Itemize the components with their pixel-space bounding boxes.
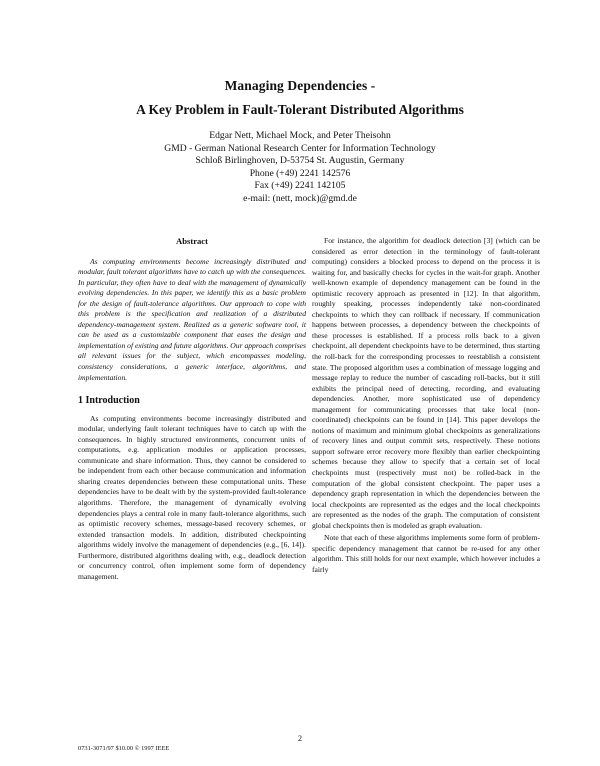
right-paragraph-1: For instance, the algorithm for deadlock detection [3] (which can be considered as error detection in the terminology of fault-tolerant computing) considers a blocked process to depend on the process it is waiting for, and basically checks for cycles in the wait-for graph. Another well-known example of dependency management can be found in the optimistic recovery approach as presented in [12]. In that algorithm, roughly speaking, processes independently take non-coordinated checkpoints to which they can rollback if necessary. If communication happens between processes, a dependency between the checkpoints of these processes is established. If a process rolls back to a given checkpoint, all dependent checkpoints have to be determined, thus starting the roll-back for the corresponding processes to reestablish a consistent state. The proposed algorithm uses a combination of message logging and message replay to reduce the number of cascading roll-backs, but it still exhibits the principal need of detecting, recording, and evaluating dependencies. Another, more sophisticated use of dependency management for communicating processes that take local (non-coordinated) checkpoints can be found in [14]. This paper develops the notions of maximum and minimum global checkpoints as generalizations of recovery lines and output commit sets, respectively. These notions support software error recovery more flexibly than earlier checkpointing schemes because they allow to specify that a certain set of local checkpoints must (respectively must not) be rolled-back in the computation of the global consistent checkpoint. The paper uses a dependency graph representation in which the dependencies between the local checkpoints are represented as the edges and the local checkpoints are represented as the nodes of the graph. The computation of consistent global checkpoints then is modeled as graph evaluation.: [312, 236, 540, 530]
abstract-heading: Abstract: [176, 236, 208, 246]
page-number: 2: [298, 734, 302, 743]
author-names: Edgar Nett, Michael Mock, and Peter Theisohn: [209, 130, 391, 141]
copyright-notice: 0731-3071/97 $10.00 © 1997 IEEE: [78, 745, 170, 752]
author-block: [0, 130, 600, 206]
right-column: [312, 236, 540, 576]
author-email: e-mail: (nett, mock)@gmd.de: [243, 192, 357, 204]
right-paragraph-2: Note that each of these algorithms implements some form of problem-specific dependency management that cannot be re-used for any other algorithm. This still holds for our next example, which however includes a fairly: [312, 533, 540, 574]
introduction-paragraph: As computing environments become increasingly distributed and modular, underlying fault tolerant techniques have to catch up with the consequences. In highly structured environments, concurrent units of computations, e.g. application modules or application processes, communicate and share information. Thus, they cannot be considered to be independent from each other because communication and information sharing creates dependencies between these computational units. These dependencies have to be dealt with by the system-provided fault-tolerance algorithms. Therefore, the management of dynamically evolving dependencies plays a central role in many fault-tolerance algorithms, such as optimistic recovery schemes, message-based recovery schemes, or extended transaction models. In addition, distributed checkpointing algorithms widely involve the management of dependencies (e.g., [6, 14]). Furthermore, distributed algorithms dealing with, e.g., deadlock detection or concurrency control, often implement some form of dependency management.: [78, 413, 306, 581]
paper-title-line2: A Key Problem in Fault-Tolerant Distributed Algorithms: [136, 102, 464, 117]
introduction-heading: 1 Introduction: [78, 395, 140, 407]
left-column: [78, 236, 306, 582]
author-address: Schloß Birlinghoven, D-53754 St. Augustin, Germany: [195, 155, 405, 167]
author-phone: Phone (+49) 2241 142576: [249, 167, 351, 179]
paper-title-line1: Managing Dependencies -: [224, 78, 376, 93]
abstract-body: As computing environments become increasingly distributed and modular, fault tolerant algorithms have to catch up with the consequences. In particular, they often have to deal with the management of dynamically evolving dependencies. In this paper, we identify this as a basic problem for the design of fault-tolerance algorithms. Our approach to cope with this problem is the specification and realization of a distributed dependency-management system. Realized as a generic software tool, it can be used as a customizable component that eases the design and implementation of existing and future algorithms. Our approach comprises all relevant issues for the subject, which encompasses modeling, consistency considerations, a generic interface, algorithms, and implementation.: [78, 256, 306, 382]
author-affiliation: GMD - German National Research Center for Information Technology: [164, 142, 436, 154]
author-fax: Fax (+49) 2241 142105: [254, 180, 346, 192]
